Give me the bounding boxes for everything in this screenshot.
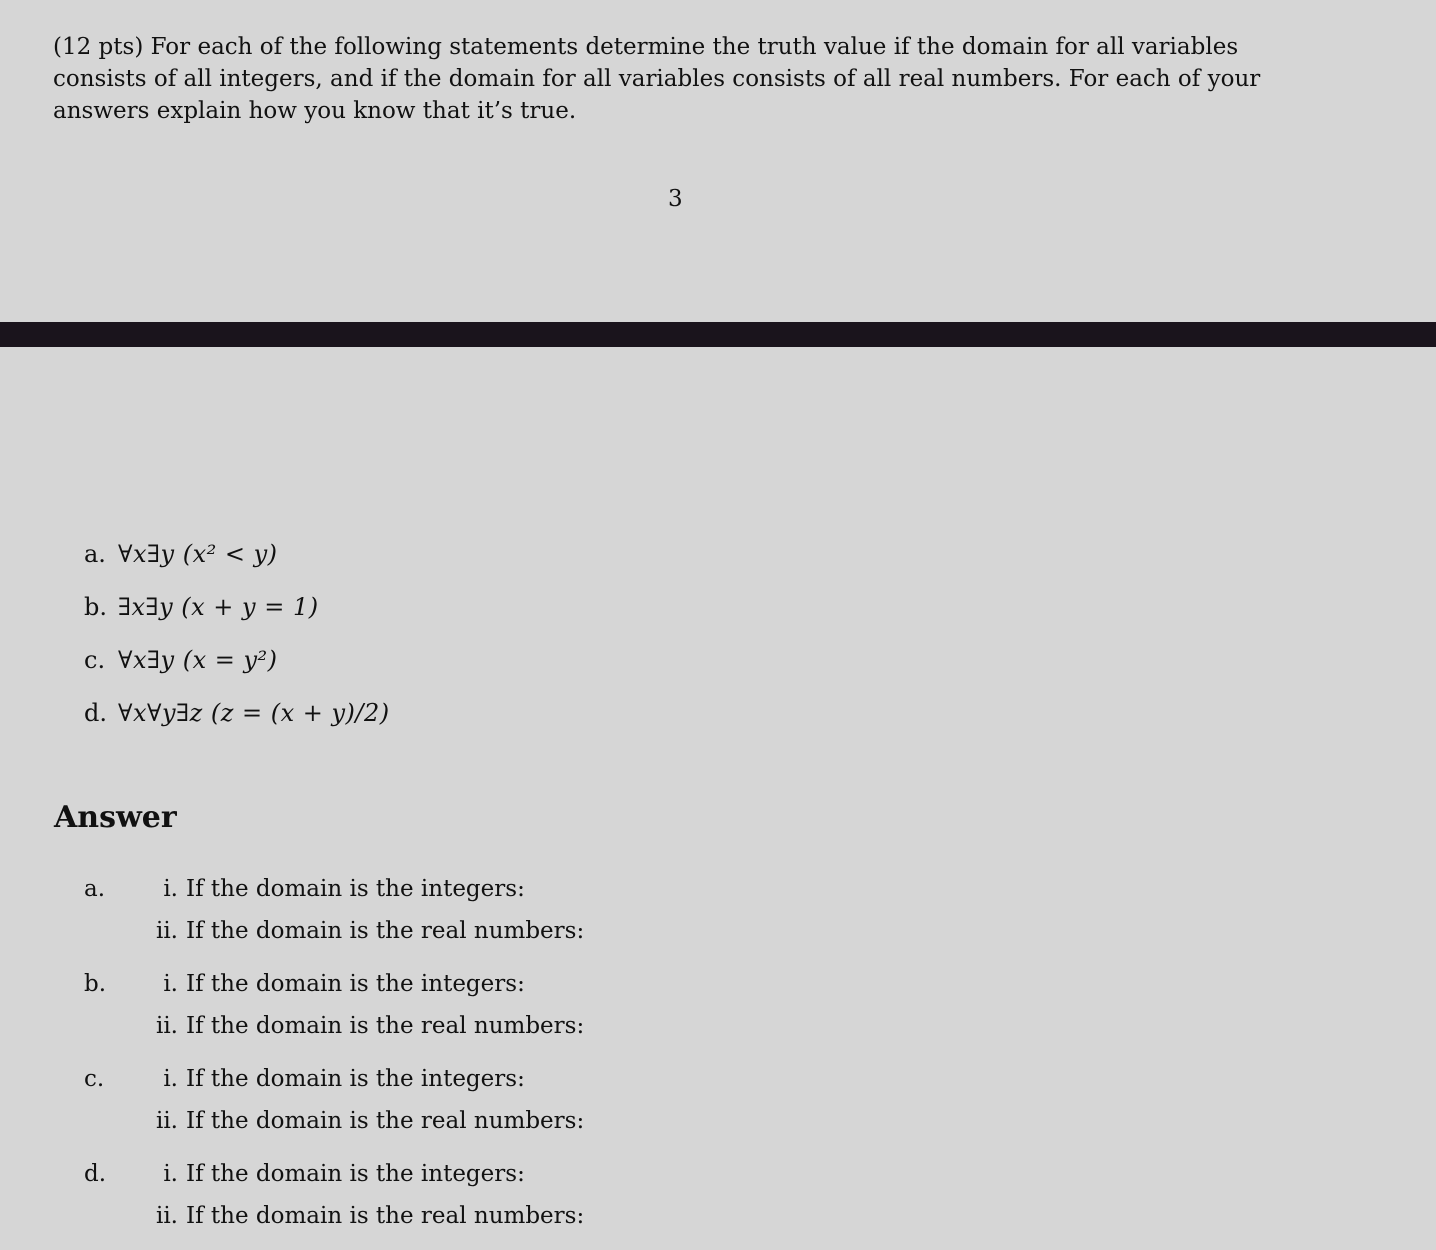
page-top-section [0,0,1436,320]
answer-sub-list [140,1058,584,1142]
statement-list [84,540,390,752]
answer-prompt: If the domain is the real numbers: [186,918,585,944]
statement-formula: ∀x∀y∃z (z = (x + y)/2) [118,699,390,727]
answer-prompt: If the domain is the integers: [186,876,525,902]
roman-numeral: i. [163,971,178,997]
statement-item [84,593,390,646]
answer-sub-item [140,1058,584,1100]
answer-prompt: If the domain is the integers: [186,1161,525,1187]
answer-prompt: If the domain is the real numbers: [186,1108,585,1134]
statement-formula: ∃x∃y (x + y = 1) [118,593,319,621]
answer-sub-item [140,910,584,952]
answer-prompt: If the domain is the integers: [186,1066,525,1092]
answer-letter: b. [84,971,107,997]
roman-numeral: i. [163,1066,178,1092]
statement-item [84,540,390,593]
answer-letter: c. [84,1066,105,1092]
answer-group [84,963,584,1047]
answer-sub-list [140,1153,584,1237]
problem-intro: (12 pts) For each of the following statements determine the truth value if the domain for all variables consists of all integers, and if the domain for all variables consists of all real numbers. For each of your answers explain how you know that it’s true. [53,34,1261,124]
answer-prompt: If the domain is the real numbers: [186,1013,585,1039]
answer-heading: Answer [54,800,177,835]
answer-prompt: If the domain is the integers: [186,971,525,997]
answer-list [84,868,584,1248]
roman-numeral: i. [163,1161,178,1187]
roman-numeral: i. [163,876,178,902]
answer-group [84,868,584,952]
answer-prompt: If the domain is the real numbers: [186,1203,585,1229]
answer-sub-item [140,963,584,1005]
answer-sub-list [140,868,584,952]
page-number: 3 [668,186,683,212]
roman-numeral: ii. [155,918,178,944]
answer-letter: a. [84,876,106,902]
statement-letter: b. [84,593,107,621]
answer-sub-item [140,868,584,910]
page-break-bar [0,322,1436,347]
answer-group [84,1058,584,1142]
statement-formula: ∀x∃y (x = y²) [118,646,278,674]
statement-letter: d. [84,699,107,727]
answer-sub-item [140,1100,584,1142]
roman-numeral: ii. [155,1203,178,1229]
answer-sub-list [140,963,584,1047]
answer-sub-item [140,1195,584,1237]
statement-letter: c. [84,646,106,674]
statement-formula: ∀x∃y (x² < y) [118,540,278,568]
answer-letter: d. [84,1161,107,1187]
roman-numeral: ii. [155,1013,178,1039]
statement-letter: a. [84,540,106,568]
statement-item [84,699,390,752]
statement-item [84,646,390,699]
answer-sub-item [140,1005,584,1047]
roman-numeral: ii. [155,1108,178,1134]
answer-sub-item [140,1153,584,1195]
answer-group [84,1153,584,1237]
